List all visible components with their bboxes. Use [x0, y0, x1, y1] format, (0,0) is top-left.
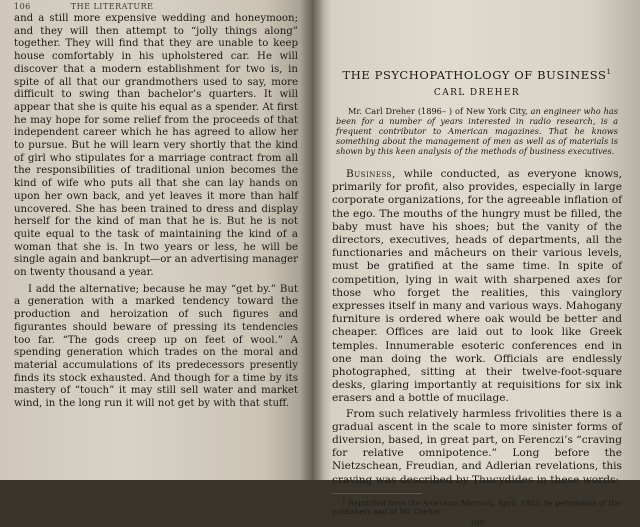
footnote-pre: Reprinted from the — [348, 498, 423, 508]
author-headnote — [336, 106, 618, 156]
left-paragraph-1: and a still more expensive wedding and honeymoon; and they will then attempt to “jolly things along” together. They will find that they are unable to keep house comfortably in his upholstered car. He will discover that a modern establishment for two is, in spite of all that our grandmothers used to say, more difficult to swing than bachelor’s quarters. It will appear that she is quite his equal as a spender. At first he may hope for some relief from the proceeds of that independent career which he has agreed to allow her to pursue. But he will learn very shortly that the kind of girl who stipulates for a marriage contract from all the responsibilities of traditional union becomes the kind of wife who puts all that she can lay hands on upon her own back, and yet leaves it more than half uncovered. She has been trained to dress and display herself for the kind of man that he is. But he is not quite equal to the task of maintaining the kind of a woman that she is. In two years or less, he will be single again and bankrupt—or an advertising manager on twenty thousand a year. — [14, 13, 298, 279]
right-paragraph-1 — [332, 168, 622, 406]
article-title-text: THE PSYCHOPATHOLOGY OF BUSINESS — [342, 68, 607, 82]
left-page — [0, 0, 312, 480]
headnote-text: an engineer who has been for a number of years interested in radio research, is a frequent contributor to American magazines. That he knows something about the management of men as well as of materials is shown by this keen analysis of the methods of business executives. — [336, 106, 619, 156]
right-page — [312, 0, 640, 527]
footnote — [332, 496, 622, 516]
left-page-number: 106 — [14, 2, 31, 11]
right-page-number: 109 — [469, 518, 485, 527]
left-running-head-title: THE LITERATURE — [70, 2, 154, 11]
article-title — [332, 68, 622, 82]
paragraph-lead-word: Business, — [346, 168, 396, 180]
headnote-lead: Mr. Carl Dreher (1896– ) of New York City, — [348, 106, 528, 116]
left-running-head — [14, 2, 298, 11]
footnote-source: American Mercury — [422, 498, 493, 508]
right-paragraph-1-text: while conducted, as everyone knows, primarily for profit, also provides, especially in large corporate organizations, for the agreeable inflation of the ego. The mouths of the hungry must be filled, the baby must have his shoes; but the vanity of the directors, executives, heads of departments, all the functionaries and mâcheurs on their various levels, must be gratified at the same time. In spite of competition, lying in wait with sharpened axes for those who forget the realities, this vainglory expresses itself in many and various ways. Mahogany furniture is ordered where oak would be better and cheaper. Offices are laid out to look like Greek temples. Innumerable esoteric conferences end in one man doing the work. Officials are endlessly photographed, sitting at their twelve-foot-square desks, glaring importantly at requisitions for six ink erasers and a bottle of mucilage. — [332, 168, 622, 405]
article-author: CARL DREHER — [433, 88, 521, 98]
footnote-post: , April, 1925, by permission of the publishers and of Mr. Dreher. — [332, 498, 621, 517]
left-paragraph-2: I add the alternative; because he may “get by.” But a generation with a marked tendency toward the production and heroization of such figures and figurantes should beware of pressing its tendencies too far. “The gods creep up on feet of wool.” A spending generation which trades on the moral and material accumulations of its predecessors presently finds its stock exhausted. And though for a time by its mastery of “touch” it may still sell water and market wind, in the long run it will not get by with that stuff. — [14, 283, 298, 410]
footnote-rule — [332, 493, 422, 494]
book-gutter — [300, 0, 324, 480]
footnote-marker: 1 — [342, 496, 346, 504]
right-paragraph-2: From such relatively harmless frivolities there is a gradual ascent in the scale to more sinister forms of diversion, based, in great part, on Ferenczi’s “craving for relative omnipotence.” Long before the Nietzschean, Freudian, and Adlerian revelations, this craving was described by Thucydides in these words: — [332, 407, 622, 486]
title-footnote-marker: 1 — [606, 68, 612, 77]
